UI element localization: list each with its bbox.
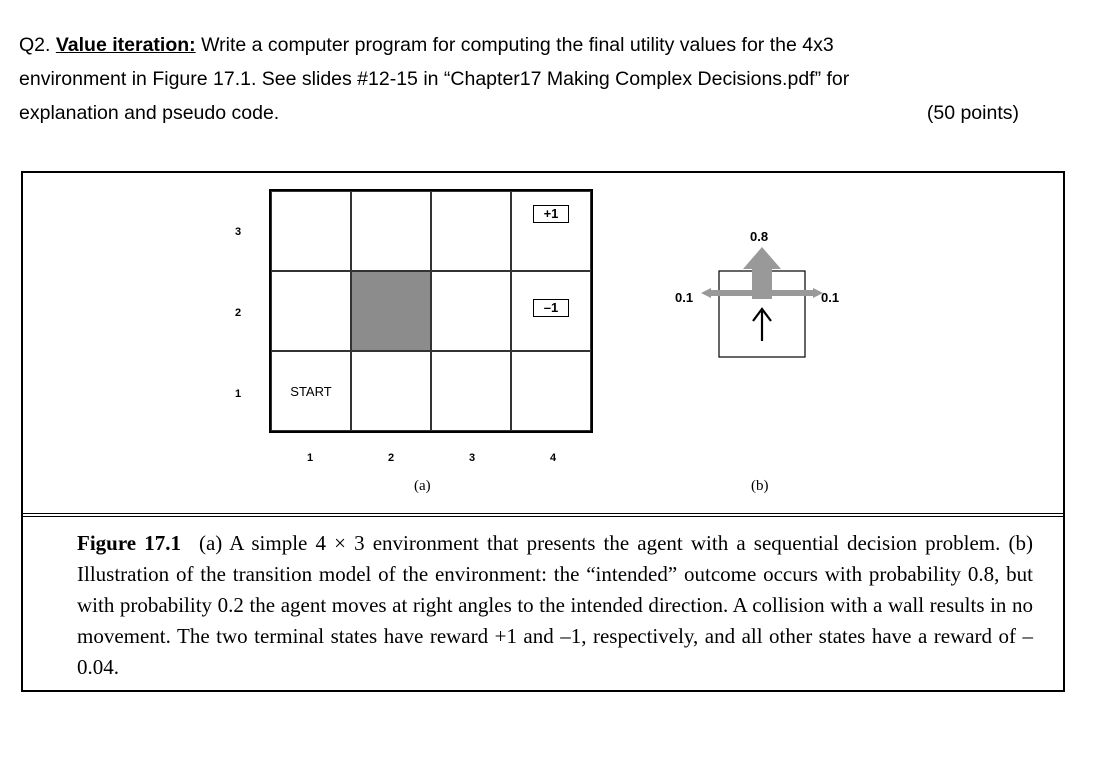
- caption-label: Figure 17.1: [77, 531, 181, 555]
- question-title: Value iteration:: [55, 34, 196, 56]
- figure-box: [21, 171, 1065, 692]
- caption-text: (a) A simple 4 × 3 environment that presents the agent with a sequential decision problem. (b) Illustration of the transition model of the environment: the “intended” outcome occurs with probability 0.8, but with probability 0.2 the agent moves at right angles to the intended direction. A collision with a wall results in no movement. The two terminal states have reward +1 and –1, respectively, and all other states have a reward of –0.04.: [77, 531, 1033, 679]
- terminal-plus-one: +1: [533, 205, 570, 223]
- start-label: START: [290, 383, 332, 399]
- question-text: [19, 28, 1019, 130]
- transition-diagram: [673, 233, 873, 373]
- question-number: Q2.: [19, 34, 51, 56]
- figure-caption: [77, 528, 1033, 683]
- grid-cell: [271, 191, 351, 271]
- start-cell: [271, 351, 351, 431]
- col-label-3: 3: [469, 452, 476, 464]
- grid-cell: [431, 191, 511, 271]
- row-label-1: 1: [235, 388, 242, 400]
- grid-cell: [271, 271, 351, 351]
- row-label-2: 2: [235, 307, 242, 319]
- question-line-1-text: Write a computer program for computing the final utility values for the 4x3: [195, 34, 834, 56]
- col-label-4: 4: [550, 452, 557, 464]
- question-line-3-text: explanation and pseudo code.: [19, 102, 280, 124]
- grid-cell: [351, 351, 431, 431]
- grid-world: [269, 189, 593, 433]
- wall-cell: [351, 271, 431, 351]
- question-points: (50 points): [926, 102, 1019, 124]
- grid-cell: [351, 191, 431, 271]
- terminal-cell-negative: [511, 271, 591, 351]
- right-probability: 0.1: [821, 290, 840, 305]
- grid-cell: [431, 271, 511, 351]
- row-label-3: 3: [235, 226, 242, 238]
- part-a-label: (a): [414, 478, 431, 494]
- caption-divider: [23, 513, 1063, 517]
- terminal-cell-positive: [511, 191, 591, 271]
- left-probability: 0.1: [675, 290, 694, 305]
- question-line-2: environment in Figure 17.1. See slides #12-15 in “Chapter17 Making Complex Decisions.pdf” for: [19, 68, 850, 90]
- question-line-1: [19, 28, 1019, 62]
- terminal-minus-one: –1: [533, 299, 569, 317]
- question-line-3: [19, 96, 1019, 130]
- intended-probability: 0.8: [750, 229, 769, 244]
- col-label-1: 1: [307, 452, 314, 464]
- part-b-label: (b): [751, 478, 769, 494]
- grid-cell: [431, 351, 511, 431]
- left-arrow-icon: [701, 288, 711, 298]
- col-label-2: 2: [388, 452, 395, 464]
- grid-cell: [511, 351, 591, 431]
